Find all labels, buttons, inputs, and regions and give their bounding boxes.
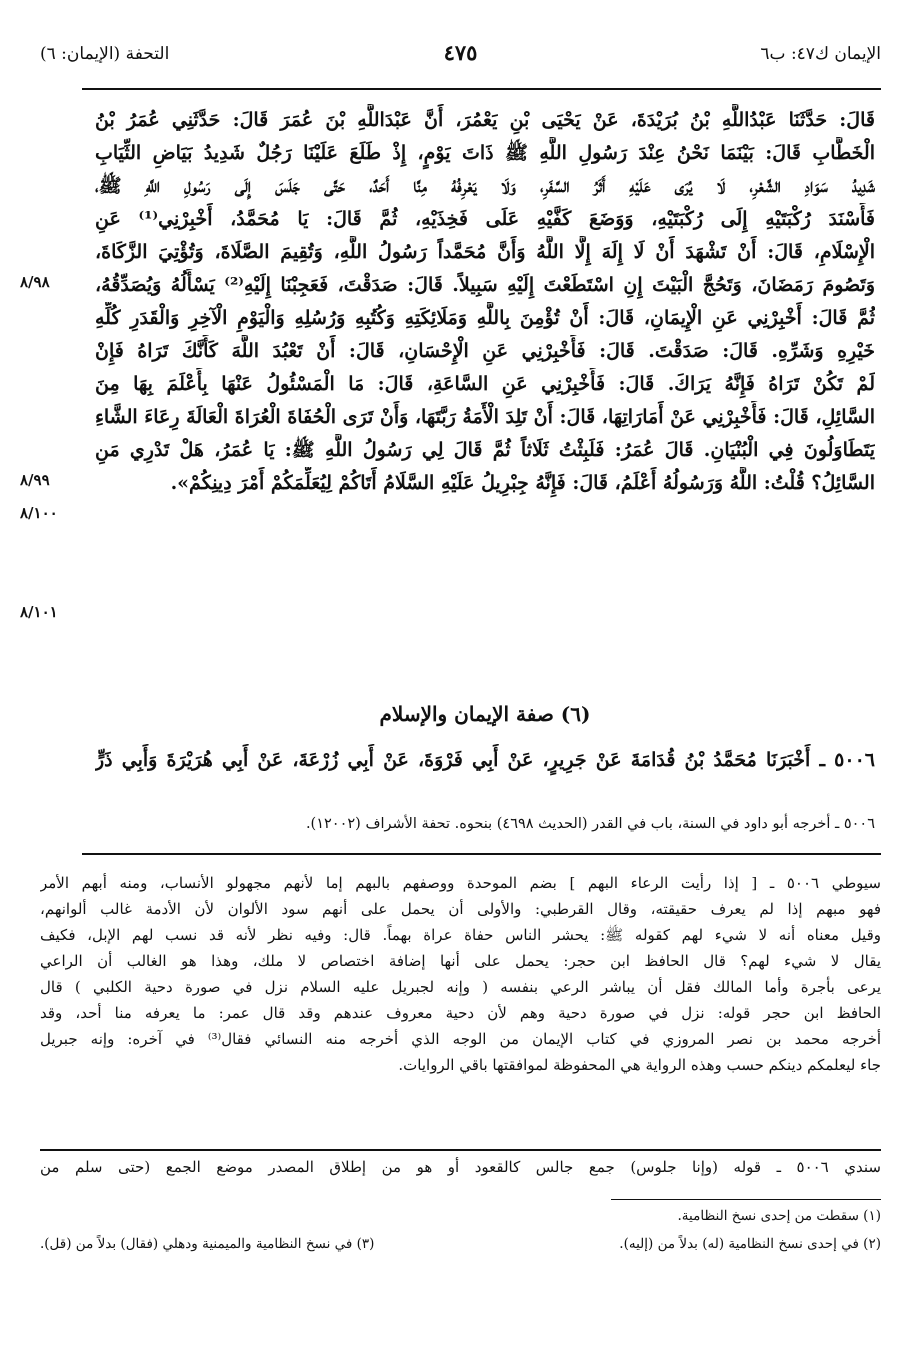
text-line: ثُمَّ قَالَ: أَخْبِرْنِي عَنِ الْإِيمَانِ، قَالَ: أَنْ تُؤْمِنَ بِاللَّهِ وَمَلَائِكَتِهِ وَكُتُبِهِ وَرُسُلِهِ وَالْيَوْمِ الْآخِرِ وَالْقَدَرِ كُلِّهِ <box>95 307 875 329</box>
header-tuhfa-ref: التحفة (الإيمان: ٦) <box>40 44 170 64</box>
running-header <box>40 40 881 70</box>
footnote-2: (٢) في إحدى نسخ النظامية (له) بدلاً من (إليه). <box>619 1236 881 1252</box>
text-line: خَيْرِهِ وَشَرِّهِ. قَالَ: صَدَقْتَ. قَالَ: فَأَخْبِرْنِي عَنِ الْإِحْسَانِ، قَالَ: أَنْ تَعْبُدَ اللَّهَ كَأَنَّكَ تَرَاهُ فَإِنْ <box>95 340 875 362</box>
header-book-chapter: الإيمان ك٤٧: ب٦ <box>760 44 881 64</box>
footnote-1: (١) سقطت من إحدى نسخ النظامية. <box>677 1208 881 1224</box>
text-line: قَالَ: حَدَّثَنَا عَبْدُاللَّهِ بْنُ بُرَيْدَةَ، عَنْ يَحْيَى بْنِ يَعْمُرَ، أَنَّ عَبْدَاللَّهِ بْنَ عُمَرَ قَالَ: حَدَّثَنِي عُمَرُ بْنُ <box>95 109 875 131</box>
footnote-divider <box>611 1199 881 1200</box>
text-line: وَتَصُومَ رَمَضَانَ، وَتَحُجَّ الْبَيْتَ إِنِ اسْتَطَعْتَ إِلَيْهِ سَبِيلاً. قَالَ: صَدَقْتَ، فَعَجِبْنَا إِلَيْهِ⁽²⁾ يَسْأَلُهُ وَيُصَدِّقُهُ، <box>95 274 875 296</box>
margin-reference: ٨/٩٩ <box>20 471 50 489</box>
page-number: ٤٧٥ <box>443 40 478 65</box>
commentary-line: يرعى بأجرة وأما المالك فقل أن يباشر الرعي بنفسه ( وإنه لجبريل عليه السلام نزل في صورة دحية الكلبي ) قال <box>40 978 881 996</box>
header-divider <box>82 88 881 90</box>
text-line: يَتَطَاوَلُونَ فِي الْبُنْيَانِ. قَالَ عُمَرُ: فَلَبِثْتُ ثَلَاثاً ثُمَّ قَالَ لِي رَسُولُ اللَّهِ ﷺ: يَا عُمَرُ، هَلْ تَدْرِي مَنِ <box>95 439 875 461</box>
text-line: فَأَسْنَدَ رُكْبَتَيْهِ إِلَى رُكْبَتَيْهِ، وَوَضَعَ كَفَّيْهِ عَلَى فَخِذَيْهِ، ثُمَّ قَالَ: يَا مُحَمَّدُ، أَخْبِرْنِي⁽¹⁾ عَنِ <box>95 208 875 230</box>
text-line: السَّائِلُ؟ قُلْتُ: اللَّهُ وَرَسُولُهُ أَعْلَمُ، قَالَ: فَإِنَّهُ جِبْرِيلُ عَلَيْهِ السَّلَامُ أَتَاكُمْ لِيُعَلِّمَكُمْ أَمْرَ دِينِكُمْ». <box>170 472 875 494</box>
text-line: السَّائِلِ، قَالَ: فَأَخْبِرْنِي عَنْ أَمَارَاتِهَا، قَالَ: أَنْ تَلِدَ الْأَمَةُ رَبَّتَهَا، وَأَنْ تَرَى الْحُفَاةَ الْعُرَاةَ الْعَالَةَ رِعَاءَ الشَّاءِ <box>95 406 875 428</box>
text-line: الْإِسْلَامِ، قَالَ: أَنْ تَشْهَدَ أَنْ لَا إِلَهَ إِلَّا اللَّهُ وَأَنَّ مُحَمَّداً رَسُولُ اللَّهِ، وَتُقِيمَ الصَّلَاةَ، وَتُؤْتِيَ الزَّكَاةَ، <box>95 241 875 263</box>
margin-reference: ٨/٩٨ <box>20 273 50 291</box>
commentary-line: يقال لا شيء لهم؟ قال الحافظ ابن حجر: يحمل على أنها إضافة اختصاص لا ملك، وهذا هو الغالب أن الراعي <box>40 952 881 970</box>
text-line: الْخَطَّابِ قَالَ: بَيْنَمَا نَحْنُ عِنْدَ رَسُولِ اللَّهِ ﷺ ذَاتَ يَوْمٍ، إِذْ طَلَعَ عَلَيْنَا رَجُلٌ شَدِيدُ بَيَاضِ الثِّيَابِ <box>95 142 875 164</box>
suyuti-commentary <box>40 870 881 1078</box>
commentary-line: فهو مبهم إذا لم يعرف حقيقته، وقال القرطبي: والأولى أن يحمل على أنهم سود الألوان لأن الأدمة غالب ألوانهم، <box>40 900 881 918</box>
sindi-divider <box>40 1149 881 1151</box>
sindi-commentary: سندي ٥٠٠٦ ـ قوله (وإنا جلوس) جمع جالس كالقعود أو هو من إطلاق المصدر موضع الجمع (حتى سلم من <box>40 1158 881 1176</box>
commentary-line: وقيل معناه أنه لا شيء لهم كقوله ﷺ: يحشر الناس حفاة عراة بهماً. قال: وفيه نظر لأنه قد نسب لهم الإبل، فكيف <box>40 926 881 944</box>
margin-reference: ٨/١٠٠ <box>20 504 58 522</box>
commentary-line: الحافظ ابن حجر قوله: نزل في صورة دحية وهم لأن دحية معروف عندهم وقد قال عمر: ما يعرفه منا أحد، وقد <box>40 1004 881 1022</box>
hadith-5006-isnad: ٥٠٠٦ ـ أَخْبَرَنَا مُحَمَّدُ بْنُ قُدَامَةَ عَنْ جَرِيرٍ، عَنْ أَبِي فَرْوَةَ، عَنْ أَبِي زُرْعَةَ، عَنْ أَبِي هُرَيْرَةَ وَأَبِي ذَرٍّ <box>95 749 875 771</box>
footnote-3: (٣) في نسخ النظامية والميمنية ودهلي (فقال) بدلاً من (قل). <box>40 1236 375 1252</box>
text-line: لَمْ تَكُنْ تَرَاهُ فَإِنَّهُ يَرَاكَ. قَالَ: فَأَخْبِرْنِي عَنِ السَّاعَةِ، قَالَ: مَا الْمَسْئُولُ عَنْهَا بِأَعْلَمَ بِهَا مِنَ <box>95 373 875 395</box>
commentary-line: أخرجه محمد بن نصر المروزي في كتاب الإيمان من الوجه الذي أخرجه منه النسائي فقال⁽³⁾ في آخره: وإنه جبريل <box>40 1030 881 1048</box>
margin-reference: ٨/١٠١ <box>20 603 58 621</box>
hadith-text <box>95 104 875 500</box>
commentary-line: سيوطي ٥٠٠٦ ـ [ إذا رأيت الرعاء البهم ] بضم الموحدة ووصفهم بالبهم إما لأنهم مجهولو الأنساب، ومنه أبهم الأمر <box>40 874 881 892</box>
commentary-divider <box>82 853 881 855</box>
section-heading: (٦) صفة الإيمان والإسلام <box>379 702 591 726</box>
text-line: شَدِيدُ سَوَادِ الشَّعْرِ، لَا يُرَى عَلَيْهِ أَثَرُ السَّفَرِ، وَلَا يَعْرِفُهُ مِنَّا أَحَدٌ، حَتَّى جَلَسَ إِلَى رَسُولِ اللَّهِ ﷺ، <box>95 175 875 197</box>
commentary-line: جاء ليعلمكم دينكم حسب وهذه الرواية هي المحفوظة لموافقتها باقي الروايات. <box>398 1056 881 1074</box>
takhrij-note: ٥٠٠٦ ـ أخرجه أبو داود في السنة، باب في القدر (الحديث ٤٦٩٨) بنحوه. تحفة الأشراف (١٢٠٠٢). <box>305 816 875 832</box>
